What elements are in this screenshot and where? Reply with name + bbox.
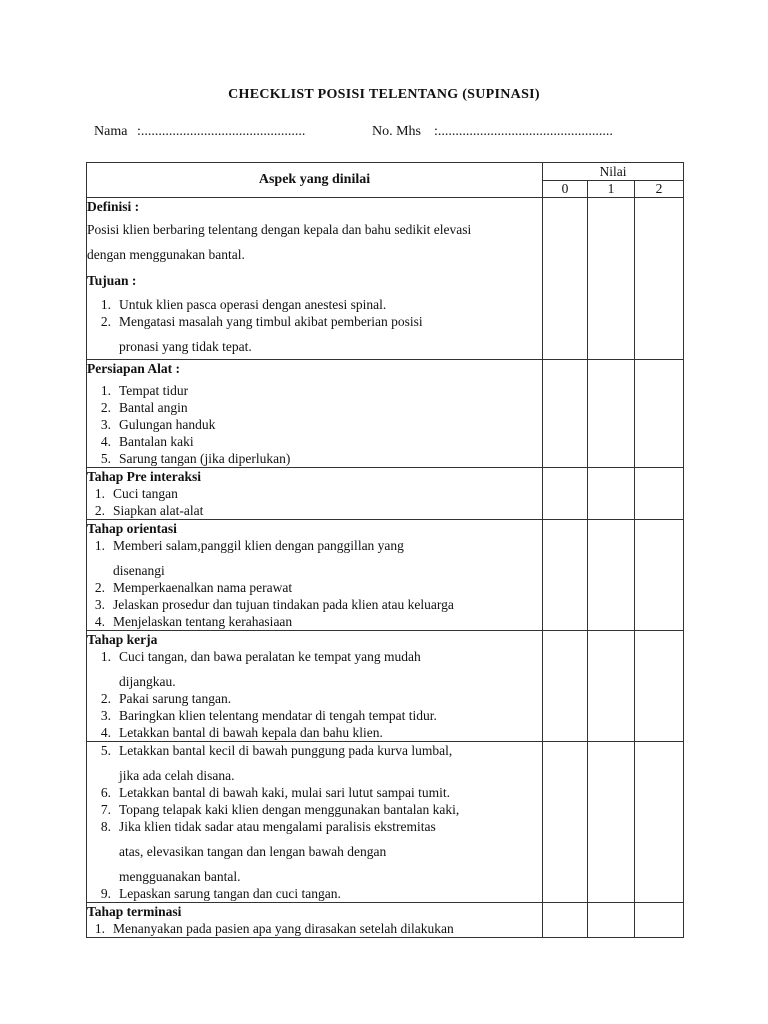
list-item: 1. Cuci tangan <box>94 486 178 501</box>
checklist-table <box>86 162 684 938</box>
list-item: 5. Sarung tangan (jika diperlukan) <box>100 451 291 466</box>
row-kerja-a <box>87 631 684 742</box>
score-cell-1[interactable] <box>588 520 635 631</box>
score-cell-2[interactable] <box>635 903 684 938</box>
list-item: 3. Jelaskan prosedur dan tujuan tindakan pada klien atau keluarga <box>94 597 454 612</box>
list-item: 6. Letakkan bantal di bawah kaki, mulai sari lutut sampai tumit. <box>100 785 451 800</box>
list-item: 3. Gulungan handuk <box>100 417 216 432</box>
list-item: 4. Menjelaskan tentang kerahasiaan <box>94 614 293 629</box>
list-item: 2. Siapkan alat-alat <box>94 503 204 518</box>
row-kerja-b <box>87 742 684 903</box>
list-item: 1. Tempat tidur <box>100 383 189 398</box>
kerja-title: Tahap kerja <box>87 632 158 647</box>
score-header-0: 0 <box>543 181 588 198</box>
nama-blank: :............................................... <box>137 124 306 139</box>
tujuan-title: Tujuan : <box>87 273 137 288</box>
list-item: 5. Letakkan bantal kecil di bawah punggung pada kurva lumbal, jika ada celah disana. <box>100 743 453 783</box>
score-cell-1[interactable] <box>588 198 635 360</box>
score-cell-2[interactable] <box>635 631 684 742</box>
list-item: 2. Pakai sarung tangan. <box>100 691 232 706</box>
score-cell-2[interactable] <box>635 198 684 360</box>
list-item: 1. Menanyakan pada pasien apa yang dirasakan setelah dilakukan <box>94 921 454 936</box>
score-cell-1[interactable] <box>588 360 635 468</box>
nomhs-field <box>372 124 613 140</box>
nilai-header: Nilai <box>543 163 684 181</box>
row-definisi <box>87 198 684 360</box>
list-item: 2. Bantal angin <box>100 400 188 415</box>
score-cell-1[interactable] <box>588 742 635 903</box>
aspect-header: Aspek yang dinilai <box>87 163 543 198</box>
list-item: 9. Lepaskan sarung tangan dan cuci tangan. <box>100 886 341 901</box>
score-cell-0[interactable] <box>543 360 588 468</box>
persiapan-title: Persiapan Alat : <box>87 361 180 376</box>
score-header-1: 1 <box>588 181 635 198</box>
orientasi-title: Tahap orientasi <box>87 521 177 536</box>
list-item: 1. Cuci tangan, dan bawa peralatan ke tempat yang mudah dijangkau. <box>100 649 421 689</box>
score-cell-2[interactable] <box>635 742 684 903</box>
list-item: 7. Topang telapak kaki klien dengan menggunakan bantalan kaki, <box>100 802 460 817</box>
score-header-2: 2 <box>635 181 684 198</box>
list-item: 1. Untuk klien pasca operasi dengan anestesi spinal. <box>100 297 387 312</box>
nomhs-blank: :.................................................. <box>434 124 613 139</box>
list-item: 1. Memberi salam,panggil klien dengan panggillan yang disenangi <box>94 538 404 578</box>
list-item: 3. Baringkan klien telentang mendatar di tengah tempat tidur. <box>100 708 437 723</box>
list-item: 4. Letakkan bantal di bawah kepala dan bahu klien. <box>100 725 383 740</box>
terminasi-title: Tahap terminasi <box>87 904 182 919</box>
list-item: 2. Memperkaenalkan nama perawat <box>94 580 293 595</box>
nama-label: Nama <box>94 124 128 139</box>
row-terminasi <box>87 903 684 938</box>
definisi-line2: dengan menggunakan bantal. <box>87 247 245 262</box>
document-title: CHECKLIST POSISI TELENTANG (SUPINASI) <box>228 87 540 102</box>
nama-field <box>94 124 305 140</box>
score-cell-2[interactable] <box>635 520 684 631</box>
pre-interaksi-title: Tahap Pre interaksi <box>87 469 202 484</box>
score-cell-0[interactable] <box>543 520 588 631</box>
list-item: 2. Mengatasi masalah yang timbul akibat pemberian posisi pronasi yang tidak tepat. <box>100 314 423 354</box>
list-item: 8. Jika klien tidak sadar atau mengalami paralisis ekstremitas atas, elevasikan tangan dan lengan bawah dengan mengguanakan bantal. <box>100 819 436 884</box>
score-cell-1[interactable] <box>588 468 635 520</box>
score-cell-1[interactable] <box>588 631 635 742</box>
nomhs-label: No. Mhs <box>372 124 422 139</box>
score-cell-0[interactable] <box>543 631 588 742</box>
score-cell-2[interactable] <box>635 468 684 520</box>
definisi-line1: Posisi klien berbaring telentang dengan kepala dan bahu sedikit elevasi <box>87 222 472 237</box>
row-orientasi <box>87 520 684 631</box>
score-cell-0[interactable] <box>543 903 588 938</box>
score-cell-2[interactable] <box>635 360 684 468</box>
list-item: 4. Bantalan kaki <box>100 434 194 449</box>
row-persiapan <box>87 360 684 468</box>
score-cell-0[interactable] <box>543 198 588 360</box>
score-cell-1[interactable] <box>588 903 635 938</box>
score-cell-0[interactable] <box>543 742 588 903</box>
score-cell-0[interactable] <box>543 468 588 520</box>
definisi-title: Definisi : <box>87 199 140 214</box>
row-pre-interaksi <box>87 468 684 520</box>
